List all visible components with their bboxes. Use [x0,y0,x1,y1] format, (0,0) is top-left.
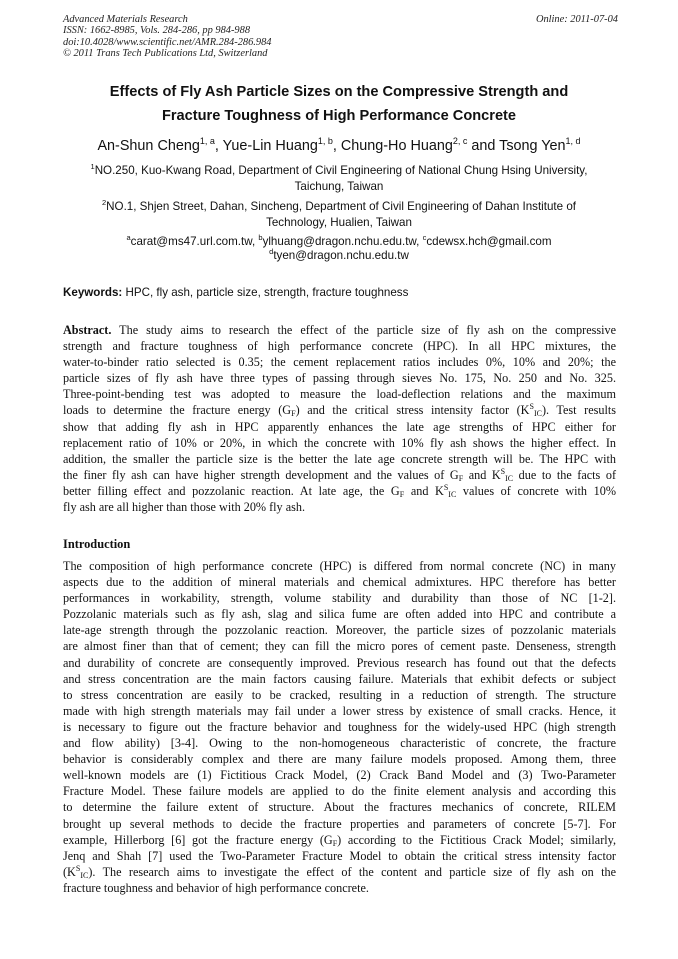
abstract-line [63,467,616,483]
intro-line: and stress concentration are the main factors causing failure. Materials that exhibit defects or subject [63,671,616,686]
abstract [63,322,616,515]
intro-sup: S [75,863,81,873]
title-line-2: Fracture Toughness of High Performance Concrete [161,108,517,124]
abstract-text: and K [463,467,501,482]
abstract-text: The study aims to research the effect of the particle size of fly ash on the compressive [111,323,616,337]
journal-issn: ISSN: 1662-8985, Vols. 284-286, pp 984-988 [63,25,251,37]
intro-line: late-age strength through the pozzolanic reaction. Moreover, the particle sizes of pozzolanic materials [63,623,616,638]
abstract-text: ). Test results [541,403,616,418]
intro-line [63,832,616,848]
abstract-sub: F [291,409,296,419]
author-sep: , [214,138,223,154]
intro-line: made with high strength materials may fail under a lower stress by existence of small cracks. Hence, it [63,703,616,718]
intro-line: well-known models are (1) Fictitious Crack Model, (2) Crack Band Model and (3) Two-Parameter [63,768,616,783]
abstract-line: fly ash are all higher than those with 20% fly ash. [63,500,305,515]
abstract-line: strength and fracture toughness of high performance concrete (HPC). In all HPC mixtures, the [63,339,616,354]
abstract-text: and K [404,483,444,498]
affiliation-2 [50,199,628,231]
email-sup: a [126,233,131,242]
abstract-line: Three-point-bending test was adopted to measure the load-deflection relations and the maximum [63,387,616,402]
abstract-line [63,322,616,338]
author-name: An-Shun Cheng [97,138,200,154]
intro-line: and durability of concrete are consequently improved. Previous research has found out that the defects [63,655,616,670]
abstract-text: the finer fly ash can have higher strength development and the values of G [63,467,459,482]
abstract-text: due to the facts of [513,467,617,482]
intro-line: aspects due to the addition of mineral materials and chemical admixtures. HPC therefore has better [63,575,616,590]
abstract-text: loads to determine the fracture energy (G [63,403,292,418]
keywords [63,285,623,301]
email-link-d[interactable]: tyen@dragon.nchu.edu.tw [273,249,409,262]
intro-text: example, Hillerborg [6] got the fracture energy (G [63,832,333,847]
intro-line: Fracture Model. These failure models are applied to do the finite element analysis and according this [63,784,616,799]
abstract-line [63,483,616,499]
email-link-c[interactable]: cdewsx.hch@gmail.com [426,235,552,248]
abstract-sup: S [500,466,506,476]
author-sep: , [332,138,341,154]
affiliation-sup: 1 [90,162,95,171]
email-sup: c [422,233,427,242]
abstract-label: Abstract. [63,323,112,337]
online-date: Online: 2011-07-04 [535,14,618,25]
intro-line [63,864,616,880]
paper-title [40,80,638,128]
affiliation-1 [50,163,628,195]
title-line-1: Effects of Fly Ash Particle Sizes on the Compressive Strength and [109,84,569,100]
email-sup: b [258,233,263,242]
intro-line: performances in workability, strength, volume stability and durability than those of NC [1-2]. [63,591,616,606]
email-link-a[interactable]: carat@ms47.url.com.tw, [130,235,259,248]
intro-line: and flow ability) [3-4]. Owing to the non-homogeneous characteristic of concrete, the fracture [63,736,616,751]
author-sup: 1, d [565,136,581,146]
abstract-line: replacement ratio of 10% or 20%, in which the concrete with 10% fly ash shows the higher effect. In [63,435,616,450]
author-sup: 1, a [199,136,215,146]
abstract-sub: IC [505,473,514,483]
intro-line: are almost finer than that of cement; they can fill the micro pores of cement paste. Denseness, strength [63,639,616,654]
author-name: Chung-Ho Huang [340,138,453,154]
intro-line: Jenq and Shah [7] used the Two-Parameter Fracture Model to obtain the critical stress intensity factor [63,848,616,863]
intro-line: is necessary to figure out the fracture behavior and toughness for the widely-used HPC (high strength [63,719,616,734]
abstract-sub: IC [448,489,457,499]
abstract-line: show that adding fly ash in HPC apparently enhances the late age strengths of HPC either for [63,419,616,434]
abstract-sub: IC [533,409,542,419]
intro-line: Pozzolanic materials such as fly ash, slag and silica fume are often added into HPC and contribute a [63,607,616,622]
abstract-line: addition, the smaller the particle size is the better the late age concrete strength will be. The HPC with [63,451,616,466]
intro-text: ) according to the Fictitious Crack Model; similarly, [337,832,616,847]
author-name: Tsong Yen [499,138,566,154]
abstract-sub: F [458,473,464,483]
abstract-text: better filling effect and pozzolanic reaction. At late age, the G [63,483,400,498]
intro-line: brought up several methods to decide the fracture properties and parameters of concrete [5-7]. For [63,816,616,831]
intro-line: fracture toughness and behavior of high performance concrete. [63,880,369,895]
author-sup: 1, b [317,136,333,146]
email-link-b[interactable]: ylhuang@dragon.nchu.edu.tw, [262,235,423,248]
abstract-text: values of concrete with 10% [456,483,616,498]
abstract-sup: S [529,402,534,412]
affiliation-2-line-1: NO.1, Shjen Street, Dahan, Sincheng, Department of Civil Engineering of Dahan Institute of [106,200,576,213]
author-name: Yue-Lin Huang [222,138,318,154]
abstract-line [63,402,616,418]
keywords-label: Keywords: [63,286,123,299]
affiliation-1-line-2: Taichung, Taiwan [294,180,384,193]
intro-line: to stress concentration are easily to be cracked, resulting in a reduction of strength. The structure [63,687,616,702]
intro-line: behavior is considerably complex and there are many failure models proposed. Among them, three [63,752,616,767]
section-heading-introduction: Introduction [63,537,131,551]
email-sup: d [269,247,274,256]
affiliation-2-line-2: Technology, Hualien, Taiwan [266,216,412,229]
author-list [30,136,648,156]
intro-text: ). The research aims to investigate the effect of the content and particle size of fly ash on the [88,864,616,879]
journal-copyright: © 2011 Trans Tech Publications Ltd, Switzerland [63,48,268,60]
intro-text: (K [63,864,76,879]
abstract-line: water-to-binder ratio selected is 0.35; the cement replacement ratios includes 0%, 10% and 20%; the [63,355,616,370]
journal-header [63,14,618,60]
intro-sub: F [332,838,338,848]
affiliation-1-line-1: NO.250, Kuo-Kwang Road, Department of Civil Engineering of National Chung Hsing University, [94,164,588,177]
author-sup: 2, c [452,136,468,146]
journal-name: Advanced Materials Research [63,14,188,25]
introduction-body [63,558,616,896]
abstract-text: ) and the critical stress intensity factor (K [295,403,530,418]
intro-line: The composition of high performance concrete (HPC) is differed from normal concrete (NC) in many [63,559,616,573]
intro-line: to determine the failure extent of structure. About the fractures mechanics of concrete, RILEM [63,800,616,815]
email-list [50,235,628,263]
abstract-line: particle sizes of fly ash have three types of passing through sieves No. 175, No. 250 and No. 325. [63,371,616,386]
abstract-sup: S [443,482,449,492]
abstract-sub: F [399,489,405,499]
author-sep: and [467,138,500,154]
affiliation-sup: 2 [102,198,107,207]
intro-sub: IC [80,870,89,880]
journal-doi: doi:10.4028/www.scientific.net/AMR.284-286.984 [63,36,272,48]
keywords-text: HPC, fly ash, particle size, strength, fracture toughness [122,286,409,299]
